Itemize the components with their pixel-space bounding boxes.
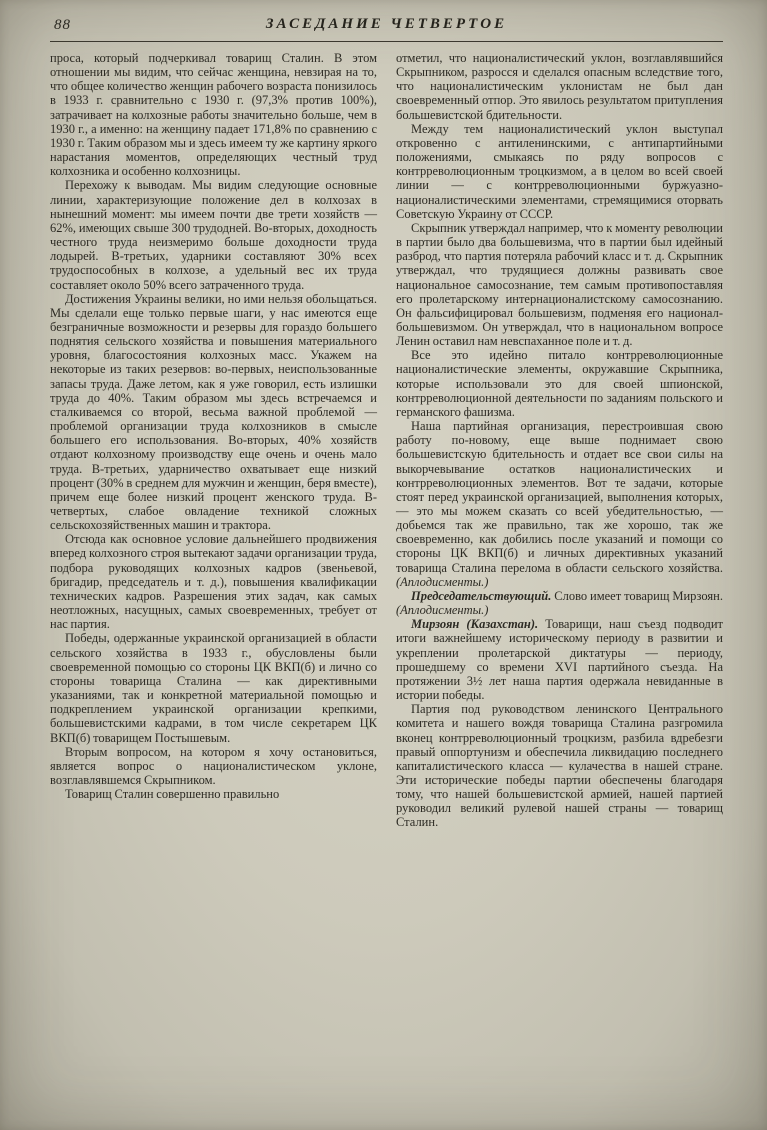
session-title: ЗАСЕДАНИЕ ЧЕТВЕРТОЕ xyxy=(265,16,508,32)
paragraph-text: Между тем националистический уклон выступал откровенно с антиленинскими, с антипартийными положениями, смыкаясь по ряду вопросов с контрреволюционным троцкизмом, а в целом во всей своей линии — с контрреволюционными буржуазно-националистическими элементами, стремящимися оторвать Советскую Украину от СССР. xyxy=(396,121,723,221)
paragraph xyxy=(396,419,723,589)
paragraph-text: Партия под руководством ленинского Центрального комитета и нашего вождя товарища Сталина разгромила вконец контрреволюционный троцкизм, разбила вдребезги правый оппортунизм и обеспечила ликвидацию последнего капиталистического класса — кулачества в нашей стране. Эти исторические победы партии обеспечены благодаря тому, что нашей большевистской армией, нашей партией руководил великий рулевой нашей страны — товарищ Сталин. xyxy=(396,702,723,830)
paragraph xyxy=(50,292,377,533)
speaker-name: Председательствующий. xyxy=(411,588,552,603)
paragraph xyxy=(396,51,723,122)
paragraph xyxy=(50,532,377,631)
paragraph xyxy=(396,348,723,419)
paragraph xyxy=(396,702,723,829)
paragraph xyxy=(50,178,377,291)
paragraph xyxy=(396,122,723,221)
paragraph-text: отметил, что националистический уклон, возглавлявшийся Скрыпником, разросся и сделался опасным вследствие того, что националистическим уклонистам не был дан своевременный отпор. Это явилось результатом притупления большевистской бдительности. xyxy=(396,51,723,122)
left-column xyxy=(50,51,377,830)
right-column xyxy=(396,51,723,830)
paragraph-text: Перехожу к выводам. Мы видим следующие основные линии, характеризующие положение дел в колхозах в нынешний момент: мы имеем почти две трети хозяйств — 62%, имеющих свыше 300 трудодней. Во-вторых, доходность честного труда неизмеримо больше доходности труда лодырей. В-третьих, ударники составляют 30% всех трудоспособных в колхозе, а удельный вес их труда составляет около 50% всего затраченного труда. xyxy=(50,178,377,292)
page-number: 88 xyxy=(54,17,71,33)
stage-direction: (Аплодисменты.) xyxy=(396,574,489,589)
paragraph-text: Победы, одержанные украинской организацией в области сельского хозяйства в 1933 г., обусловлены были своевременной помощью со стороны ЦК ВКП(б) и лично со стороны товарища Сталина — как директивными указаниями, так и конкретной материальной помощью и подкреплением украинской организации крепкими, большевистскими кадрами, в том числе секретарем ЦК ВКП(б) товарищем Постышевым. xyxy=(50,631,377,745)
paragraph-text: Товарищ Сталин совершенно правильно xyxy=(65,787,280,802)
stage-direction: (Аплодисменты.) xyxy=(396,603,489,618)
speaker-name: Мирзоян (Казахстан). xyxy=(411,617,539,632)
paragraph xyxy=(50,745,377,787)
paragraph-text: Наша партийная организация, перестроившая свою работу по-новому, еще выше поднимает свою большевистскую бдительность и отдает все свои силы на выкорчевывание остатков националистических и контрреволюционных элементов. Вот те задачи, которые стоят перед украинской организацией, выполнения которых, — это мы можем сказать со всей убедительностью, — добьемся так же правильно, так же хорошо, так же своевременно, как добились после указаний и помощи со стороны ЦК ВКП(б) и личных директивных указаний товарища Сталина перелома в области сельского хозяйства. xyxy=(396,419,723,575)
paragraph xyxy=(50,51,377,178)
paragraph-text: Скрыпник утверждал например, что к моменту революции в партии было два большевизма, что в партии был идейный разброд, что партия потеряла рабочий класс и т. д. Скрыпник утверждал, что трудящиеся должны развивать свое национальное самосознание, тем самым противопоставляя его пролетарскому интернационалистскому самосознанию. Он фальсифицировал большевизм, подменяя его национал-большевизмом. Он утверждал, что в национальном вопросе Ленин оставил нам невспаханное поле и т. д. xyxy=(396,220,723,349)
paragraph xyxy=(50,787,377,801)
header-rule xyxy=(50,41,723,42)
paragraph-text: проса, который подчеркивал товарищ Сталин. В этом отношении мы видим, что сейчас женщина, невзирая на то, что общее количество женщин рабочего возраста понизилось в 1933 г. сравнительно с 1930 г. (97,3% против 100%), затрачивает на колхозные работы значительно больше, чем в 1930 г., а именно: на женщину падает 171,8% по сравнению с 1930 г. Таким образом мы и здесь имеем ту же картину яркого нарастания моментов, определяющих честный труд колхозника и особенно колхозницы. xyxy=(50,51,377,179)
paragraph xyxy=(396,617,723,702)
paragraph xyxy=(50,631,377,744)
paragraph-text: Слово имеет товарищ Мирзоян. xyxy=(551,588,723,603)
text-columns xyxy=(50,51,723,830)
paragraph xyxy=(396,221,723,348)
paragraph-text: Отсюда как основное условие дальнейшего продвижения вперед колхозного строя вытекают задачи организации труда, подбора руководящих колхозных кадров (звеньевой, бригадир, председатель и т. д.), повышения квалификации технических кадров. Разрешения этих задач, как самых неотложных, насущных, самых своевременных, требует от нас партия. xyxy=(50,532,377,632)
page-header xyxy=(50,16,723,38)
paragraph-text: Достижения Украины велики, но ими нельзя обольщаться. Мы сделали еще только первые шаги, у нас имеются еще безграничные возможности и резервы для гораздо большего поднятия сельского хозяйства и повышения материального уровня, благосостояния колхозных масс. Укажем на некоторые из таких резервов: во-первых, неиспользованные запасы труда. Даже летом, как я уже говорил, есть излишки труда до 40%. Таким образом мы здесь встречаемся и сталкиваемся со второй, весьма важной проблемой — проблемой организации труда колхозников в смысле большего его использования. Во-вторых, 40% хозяйств отдают колхозному производству еще очень и очень мало труда. В-третьих, ударничество охватывает еще низкий процент (30% в среднем для мужчин и женщин, беря вместе), причем еще более низкий процент женского труда. В-четвертых, слабое овладение техникой сложных сельскохозяйственных машин и трактора. xyxy=(50,291,377,533)
paragraph-text: Товарищи, наш съезд подводит итоги важнейшему историческому периоду в развитии и укреплении пролетарской диктатуры — периоду, прошедшему со времени XVI партийного съезда. На протяжении 3½ лет наша партия одержала невиданные в истории победы. xyxy=(396,617,723,703)
paragraph-text: Вторым вопросом, на котором я хочу остановиться, является вопрос о националистическом уклоне, возглавлявшемся Скрыпником. xyxy=(50,744,377,787)
paragraph xyxy=(396,589,723,617)
paragraph-text: Все это идейно питало контрреволюционные националистические элементы, окружавшие Скрыпника, которые использовали это для своей шпионской, контрреволюционной деятельности по заданиям польского и германского фашизма. xyxy=(396,348,723,419)
